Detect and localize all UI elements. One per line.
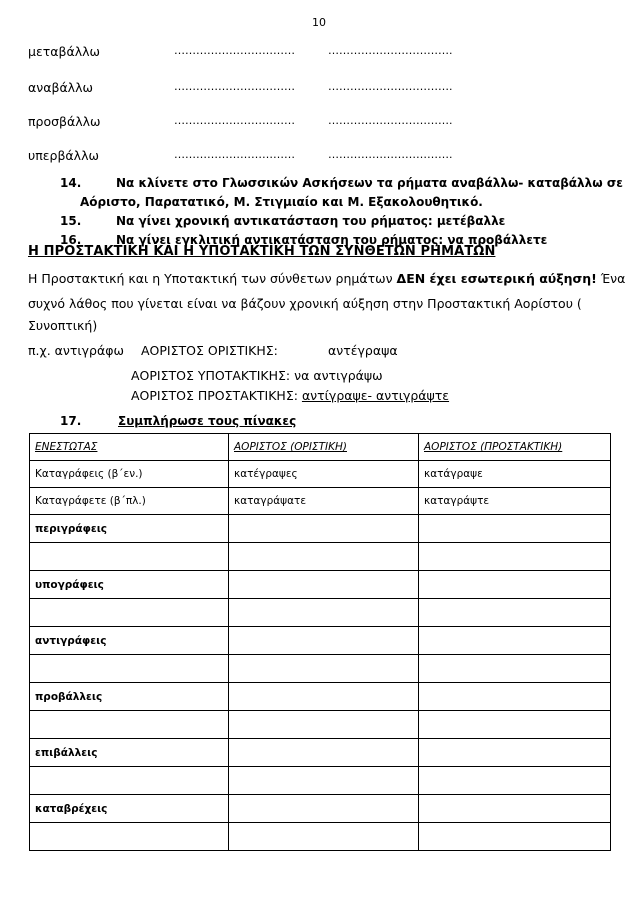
verb-cell: καταβρέχεις xyxy=(30,795,229,823)
table-row xyxy=(30,515,611,543)
exercise-text: Να γίνει εγκλιτική αντικατάσταση του ρήματος: να προβάλλετε xyxy=(116,233,548,247)
verb-label: προσβάλλω xyxy=(28,114,101,129)
table-header-row xyxy=(30,434,611,461)
table-row xyxy=(30,571,611,599)
example-line xyxy=(131,368,383,383)
column-header: ΕΝΕΣΤΩΤΑΣ xyxy=(30,434,229,461)
table-row xyxy=(30,823,611,851)
answer-cell[interactable] xyxy=(229,711,419,739)
conjugation-table xyxy=(29,433,611,851)
table-cell: κατάγραψε xyxy=(419,461,611,488)
verb-label: μεταβάλλω xyxy=(28,44,100,59)
answer-cell[interactable] xyxy=(419,767,611,795)
example-label: ΑΟΡΙΣΤΟΣ ΥΠΟΤΑΚΤΙΚΗΣ: xyxy=(131,368,291,383)
answer-cell[interactable] xyxy=(229,739,419,767)
example-line xyxy=(131,388,449,403)
verb-cell: υπογράφεις xyxy=(30,571,229,599)
answer-cell[interactable] xyxy=(229,599,419,627)
answer-cell[interactable] xyxy=(229,683,419,711)
verb-row xyxy=(28,114,453,129)
paragraph-text: Η Προστακτική και η Υποτακτική των σύνθετων ρημάτων xyxy=(28,271,397,286)
paragraph-text: Ένα xyxy=(596,271,626,286)
answer-cell[interactable] xyxy=(419,543,611,571)
example-value: αντίγραψε- αντιγράψτε xyxy=(301,388,450,403)
exercise-number: 17. xyxy=(60,414,82,428)
table-row xyxy=(30,739,611,767)
answer-cell[interactable] xyxy=(229,627,419,655)
exercise-14-continuation: Αόριστο, Παρατατικό, Μ. Στιγμιαίο και Μ. Εξακολουθητικό. xyxy=(80,195,483,209)
answer-cell[interactable] xyxy=(30,823,229,851)
verb-label: υπερβάλλω xyxy=(28,148,99,163)
table-cell: Καταγράφεις (β΄εν.) xyxy=(30,461,229,488)
answer-cell[interactable] xyxy=(229,795,419,823)
paragraph-line xyxy=(28,271,625,286)
answer-cell[interactable] xyxy=(229,655,419,683)
table-row xyxy=(30,543,611,571)
answer-cell[interactable] xyxy=(30,767,229,795)
table-row xyxy=(30,627,611,655)
answer-cell[interactable] xyxy=(419,627,611,655)
answer-cell[interactable] xyxy=(30,655,229,683)
exercise-17 xyxy=(60,414,296,428)
table-row xyxy=(30,488,611,515)
example-label: ΑΟΡΙΣΤΟΣ ΠΡΟΣΤΑΚΤΙΚΗΣ: xyxy=(131,388,298,403)
emphasis-text: ΔΕΝ έχει εσωτερική αύξηση! xyxy=(396,271,597,286)
answer-cell[interactable] xyxy=(419,683,611,711)
verb-row xyxy=(28,148,453,163)
example-label: ΑΟΡΙΣΤΟΣ ΟΡΙΣΤΙΚΗΣ: xyxy=(141,343,278,358)
table-row xyxy=(30,461,611,488)
verb-cell: προβάλλεις xyxy=(30,683,229,711)
verb-row xyxy=(28,80,453,95)
answer-blank[interactable]: …………………………… xyxy=(174,80,295,93)
answer-cell[interactable] xyxy=(419,823,611,851)
exercise-15 xyxy=(60,214,505,228)
page-number: 10 xyxy=(312,16,326,29)
exercise-text: Να γίνει χρονική αντικατάσταση του ρήματος: μετέβαλλε xyxy=(116,214,506,228)
example-prefix: π.χ. αντιγράφω xyxy=(28,343,124,358)
table-row xyxy=(30,655,611,683)
exercise-number: 16. xyxy=(60,233,82,247)
answer-cell[interactable] xyxy=(419,739,611,767)
verb-cell: επιβάλλεις xyxy=(30,739,229,767)
answer-cell[interactable] xyxy=(229,571,419,599)
answer-cell[interactable] xyxy=(229,515,419,543)
paragraph-line: συχνό λάθος που γίνεται είναι να βάζουν χρονική αύξηση στην Προστακτική Αορίστου ( xyxy=(28,296,582,311)
answer-cell[interactable] xyxy=(30,711,229,739)
answer-cell[interactable] xyxy=(229,767,419,795)
answer-cell[interactable] xyxy=(419,711,611,739)
answer-cell[interactable] xyxy=(419,515,611,543)
answer-cell[interactable] xyxy=(419,571,611,599)
answer-blank[interactable]: ……………………………. xyxy=(328,80,453,93)
exercise-number: 15. xyxy=(60,214,82,228)
example-value: να αντιγράψω xyxy=(294,368,383,383)
answer-blank[interactable]: ……………………………. xyxy=(328,148,453,161)
column-header: ΑΟΡΙΣΤΟΣ (ΟΡΙΣΤΙΚΗ) xyxy=(229,434,419,461)
example-value: αντέγραψα xyxy=(328,343,398,358)
answer-cell[interactable] xyxy=(30,599,229,627)
table-cell: καταγράψτε xyxy=(419,488,611,515)
exercise-text: Συμπλήρωσε τους πίνακες xyxy=(118,414,297,428)
answer-blank[interactable]: …………………………… xyxy=(174,44,295,57)
table-cell: κατέγραψες xyxy=(229,461,419,488)
table-row xyxy=(30,599,611,627)
answer-cell[interactable] xyxy=(229,543,419,571)
answer-blank[interactable]: ……………………………. xyxy=(328,114,453,127)
answer-blank[interactable]: …………………………… xyxy=(174,148,295,161)
answer-blank[interactable]: ……………………………. xyxy=(328,44,453,57)
exercise-14 xyxy=(60,176,623,190)
verb-cell: περιγράφεις xyxy=(30,515,229,543)
table-row xyxy=(30,767,611,795)
table-row xyxy=(30,711,611,739)
table-cell: καταγράψατε xyxy=(229,488,419,515)
answer-cell[interactable] xyxy=(419,599,611,627)
column-header: ΑΟΡΙΣΤΟΣ (ΠΡΟΣΤΑΚΤΙΚΗ) xyxy=(419,434,611,461)
section-heading: Η ΠΡΟΣΤΑΚΤΙΚΗ ΚΑΙ Η ΥΠΟΤΑΚΤΙΚΗ ΤΩΝ ΣΥΝΘΕΤΩΝ ΡΗΜΑΤΩΝ xyxy=(28,244,496,259)
paragraph-line: Συνοπτική) xyxy=(28,318,98,333)
answer-cell[interactable] xyxy=(419,655,611,683)
answer-cell[interactable] xyxy=(229,823,419,851)
table-row xyxy=(30,795,611,823)
exercise-text: Να κλίνετε στο Γλωσσικών Ασκήσεων τα ρήματα αναβάλλω- καταβάλλω σε xyxy=(116,176,623,190)
answer-cell[interactable] xyxy=(30,543,229,571)
verb-cell: αντιγράφεις xyxy=(30,627,229,655)
verb-label: αναβάλλω xyxy=(28,80,93,95)
table-row xyxy=(30,683,611,711)
verb-row xyxy=(28,44,453,59)
answer-blank[interactable]: …………………………… xyxy=(174,114,295,127)
answer-cell[interactable] xyxy=(419,795,611,823)
exercise-number: 14. xyxy=(60,176,82,190)
table-cell: Καταγράφετε (β΄πλ.) xyxy=(30,488,229,515)
